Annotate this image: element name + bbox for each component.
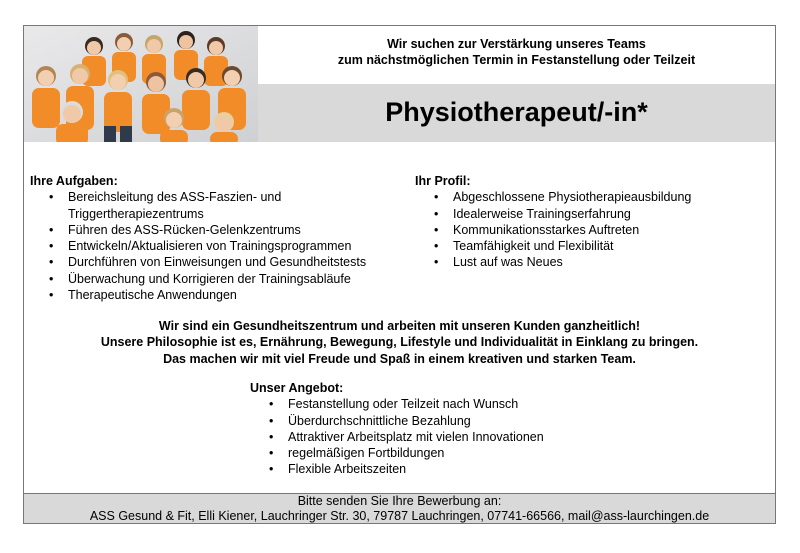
philosophy-line-1: Wir sind ein Gesundheitszentrum und arbeiten mit unseren Kunden ganzheitlich! [158,319,641,333]
list-item: • Abgeschlossene Physiotherapieausbildung [415,189,745,205]
list-item: • Attraktiver Arbeitsplatz mit vielen Innovationen [250,429,610,445]
offer-list [250,396,610,477]
profile-section [415,173,745,271]
list-item: • Teamfähigkeit und Flexibilität [415,238,745,254]
offer-heading: Unser Angebot: [250,381,344,395]
list-item: • Kommunikationsstarkes Auftreten [415,222,745,238]
intro-text [258,36,775,68]
list-item: • Flexible Arbeitszeiten [250,461,610,477]
tasks-heading: Ihre Aufgaben: [30,174,118,188]
philosophy-line-3: Das machen wir mit viel Freude und Spaß in einem kreativen und starken Team. [163,351,636,366]
tasks-list [30,189,390,303]
profile-list [415,189,745,270]
philosophy-line-2: Unsere Philosophie ist es, Ernährung, Bewegung, Lifestyle und Individualität in Einklang zu bringen. [100,335,699,350]
list-item: • Bereichsleitung des ASS-Faszien- und Triggertherapiezentrums [30,189,390,222]
intro-line-1: Wir suchen zur Verstärkung unseres Teams [387,37,646,51]
team-photo [24,26,258,142]
list-item: • Führen des ASS-Rücken-Gelenkzentrums [30,222,390,238]
list-item: • Idealerweise Trainingserfahrung [415,206,745,222]
list-item: • Überdurchschnittliche Bezahlung [250,413,610,429]
tasks-section [30,173,390,303]
list-item: • Überwachung und Korrigieren der Trainingsabläufe [30,271,390,287]
offer-section [250,380,610,478]
list-item: • Durchführen von Einweisungen und Gesundheitstests [30,254,390,270]
list-item: • Lust auf was Neues [415,254,745,270]
footer-contact-line: ASS Gesund & Fit, Elli Kiener, Lauchringer Str. 30, 79787 Lauchringen, 07741-66566, mail@ass-laurchingen.de [89,509,710,523]
footer-line-1: Bitte senden Sie Ihre Bewerbung an: [297,494,502,508]
list-item: • Festanstellung oder Teilzeit nach Wunsch [250,396,610,412]
philosophy-text [24,318,775,367]
job-title: Physiotherapeut/-in* [385,97,648,127]
profile-heading: Ihr Profil: [415,174,471,188]
list-item: • regelmäßigen Fortbildungen [250,445,610,461]
list-item: • Entwickeln/Aktualisieren von Trainingsprogrammen [30,238,390,254]
intro-line-2: zum nächstmöglichen Termin in Festanstellung oder Teilzeit [337,53,696,67]
team-photo-illustration [24,26,258,142]
list-item: • Therapeutische Anwendungen [30,287,390,303]
contact-footer [24,493,775,523]
